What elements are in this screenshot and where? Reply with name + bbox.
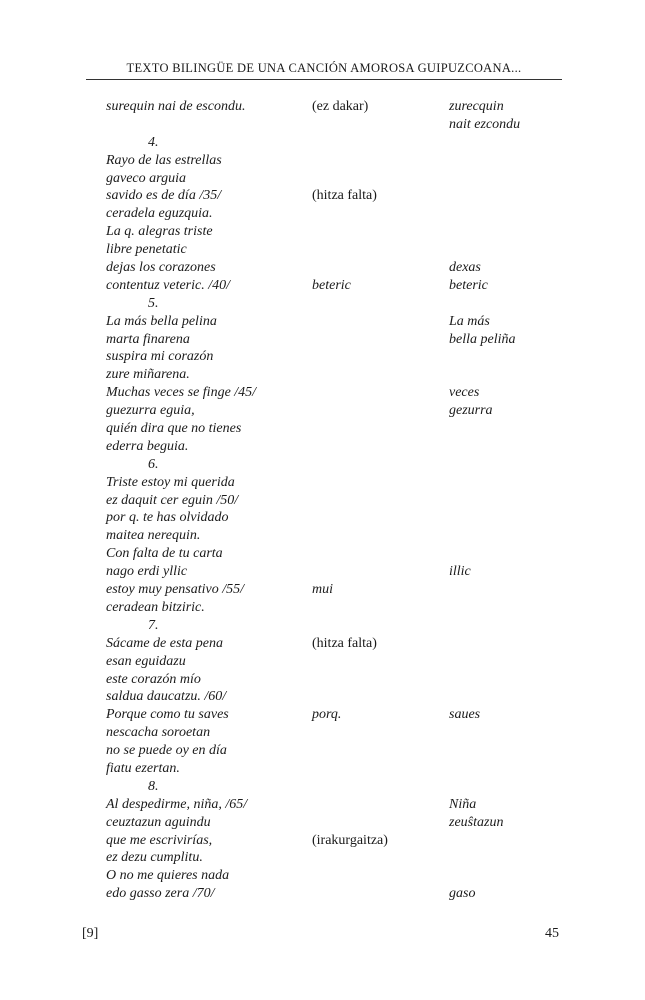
editorial-note: (hitza falta) (312, 188, 377, 204)
variant-reading: illic (449, 564, 471, 580)
column-variants (449, 98, 569, 903)
variant-reading (449, 134, 569, 152)
variant-reading: zeuŝtazun (449, 814, 504, 830)
editorial-note (312, 420, 442, 438)
stanza-number: 4. (148, 134, 159, 150)
editorial-note (312, 241, 442, 259)
verse-line: marta finarena (106, 331, 190, 347)
editorial-note (312, 760, 442, 778)
editorial-note: porq. (312, 707, 342, 723)
variant-reading (449, 742, 569, 760)
editorial-note (312, 295, 442, 313)
variant-reading: gezurra (449, 403, 493, 419)
variant-reading (449, 832, 569, 850)
verse-line: esan eguidazu (106, 653, 186, 669)
editorial-note (312, 205, 442, 223)
variant-reading: veces (449, 385, 480, 401)
stanza-number: 8. (148, 778, 159, 794)
stanza-number: 5. (148, 295, 159, 311)
running-header: TEXTO BILINGÜE DE UNA CANCIÓN AMOROSA GUIPUZCOANA... (126, 61, 522, 75)
editorial-note (312, 223, 442, 241)
variant-reading (449, 205, 569, 223)
verse-line: nago erdi yllic (106, 564, 188, 580)
variant-reading (449, 617, 569, 635)
variant-reading (449, 366, 569, 384)
header-rule (86, 79, 562, 80)
verse-line: que me escrivirías, (106, 832, 213, 848)
variant-reading: dexas (449, 260, 481, 276)
editorial-note (312, 456, 442, 474)
editorial-note (312, 724, 442, 742)
editorial-note: (ez dakar) (312, 99, 369, 114)
editorial-note (312, 885, 442, 903)
variant-reading (449, 152, 569, 170)
verse-line: Triste estoy mi querida (106, 474, 235, 490)
verse-line: este corazón mío (106, 671, 201, 687)
variant-reading (449, 170, 569, 188)
verse-line: ez daquit cer eguin /50/ (106, 492, 239, 508)
variant-reading (449, 724, 569, 742)
editorial-note (312, 509, 442, 527)
column-spanish-basque-text (106, 98, 306, 903)
verse-line: maitea nerequin. (106, 528, 201, 544)
verse-line: surequin nai de escondu. (106, 99, 246, 114)
variant-reading (449, 348, 569, 366)
editorial-note (312, 348, 442, 366)
verse-line: Al despedirme, niña, /65/ (106, 796, 248, 812)
editorial-note (312, 653, 442, 671)
editorial-note (312, 617, 442, 635)
editorial-note (312, 814, 442, 832)
variant-reading (449, 438, 569, 456)
variant-reading (449, 420, 569, 438)
verse-line: O no me quieres nada (106, 868, 230, 884)
verse-line: libre penetatic (106, 242, 187, 258)
verse-line: quién dira que no tienes (106, 421, 242, 437)
verse-line: suspira mi corazón (106, 349, 214, 365)
variant-reading (449, 527, 569, 545)
verse-line: saldua daucatzu. /60/ (106, 689, 227, 705)
variant-reading (449, 295, 569, 313)
variant-reading (449, 760, 569, 778)
verse-line: contentuz veteric. /40/ (106, 277, 231, 293)
verse-line: nescacha soroetan (106, 725, 211, 741)
editorial-note (312, 134, 442, 152)
verse-line: estoy muy pensativo /55/ (106, 582, 245, 598)
verse-line: Muchas veces se finge /45/ (106, 385, 257, 401)
verse-line: edo gasso zera /70/ (106, 886, 215, 902)
editorial-note (312, 331, 442, 349)
stanza-number: 6. (148, 456, 159, 472)
variant-reading (449, 635, 569, 653)
editorial-note (312, 384, 442, 402)
editorial-note (312, 474, 442, 492)
editorial-note: (irakurgaitza) (312, 832, 388, 848)
verse-line: ceradean bitziric. (106, 599, 205, 615)
variant-reading (449, 509, 569, 527)
editorial-note (312, 849, 442, 867)
variant-reading: Niña (449, 796, 477, 812)
variant-reading (449, 688, 569, 706)
verse-line: La más bella pelina (106, 313, 217, 329)
variant-reading (449, 867, 569, 885)
stanza-number: 7. (148, 617, 159, 633)
editorial-note (312, 867, 442, 885)
variant-reading (449, 599, 569, 617)
editorial-note (312, 313, 442, 331)
variant-reading (449, 653, 569, 671)
variant-reading: nait ezcondu (449, 116, 521, 132)
editorial-note (312, 599, 442, 617)
variant-reading: bella peliña (449, 331, 516, 347)
verse-line: gaveco arguia (106, 170, 186, 186)
variant-reading (449, 492, 569, 510)
verse-line: savido es de día /35/ (106, 188, 222, 204)
verse-line: Con falta de tu carta (106, 546, 223, 562)
verse-line: por q. te has olvidado (106, 510, 229, 526)
editorial-note: mui (312, 582, 333, 598)
verse-line: fiatu ezertan. (106, 760, 180, 776)
page-number: 45 (545, 926, 559, 941)
editorial-note (312, 116, 442, 134)
editorial-note (312, 492, 442, 510)
editorial-note (312, 152, 442, 170)
verse-line: ederra beguia. (106, 438, 189, 454)
verse-line: Rayo de las estrellas (106, 152, 222, 168)
editorial-note (312, 366, 442, 384)
variant-reading: gaso (449, 886, 476, 902)
variant-reading (449, 778, 569, 796)
variant-reading: beteric (449, 277, 488, 293)
editorial-note: (hitza falta) (312, 635, 377, 651)
verse-line: La q. alegras triste (106, 224, 213, 240)
variant-reading: zurecquin (449, 99, 504, 114)
variant-reading: La más (449, 313, 490, 329)
verse-line: ceuztazun aguindu (106, 814, 211, 830)
verse-line: Sácame de esta pena (106, 635, 224, 651)
footer-section-number: [9] (82, 926, 99, 941)
variant-reading (449, 187, 569, 205)
editorial-note (312, 527, 442, 545)
verse-line: ceradela eguzquia. (106, 206, 213, 222)
editorial-note (312, 671, 442, 689)
editorial-note (312, 796, 442, 814)
variant-reading (449, 545, 569, 563)
verse-line: ez dezu cumplitu. (106, 850, 203, 866)
verse-line: guezurra eguia, (106, 403, 195, 419)
column-editorial-notes (312, 98, 442, 903)
variant-reading: saues (449, 707, 481, 723)
variant-reading (449, 849, 569, 867)
editorial-note (312, 402, 442, 420)
variant-reading (449, 671, 569, 689)
verse-line: zure miñarena. (106, 367, 190, 383)
verse-line: dejas los corazones (106, 260, 216, 276)
verse-line (106, 116, 306, 134)
editorial-note (312, 742, 442, 760)
verse-line: Porque como tu saves (106, 707, 229, 723)
editorial-note (312, 438, 442, 456)
variant-reading (449, 474, 569, 492)
editorial-note (312, 688, 442, 706)
verse-line: no se puede oy en día (106, 743, 227, 759)
variant-reading (449, 456, 569, 474)
editorial-note (312, 170, 442, 188)
editorial-note (312, 545, 442, 563)
editorial-note (312, 563, 442, 581)
variant-reading (449, 223, 569, 241)
editorial-note (312, 778, 442, 796)
variant-reading (449, 581, 569, 599)
variant-reading (449, 241, 569, 259)
editorial-note (312, 259, 442, 277)
editorial-note: beteric (312, 277, 351, 293)
